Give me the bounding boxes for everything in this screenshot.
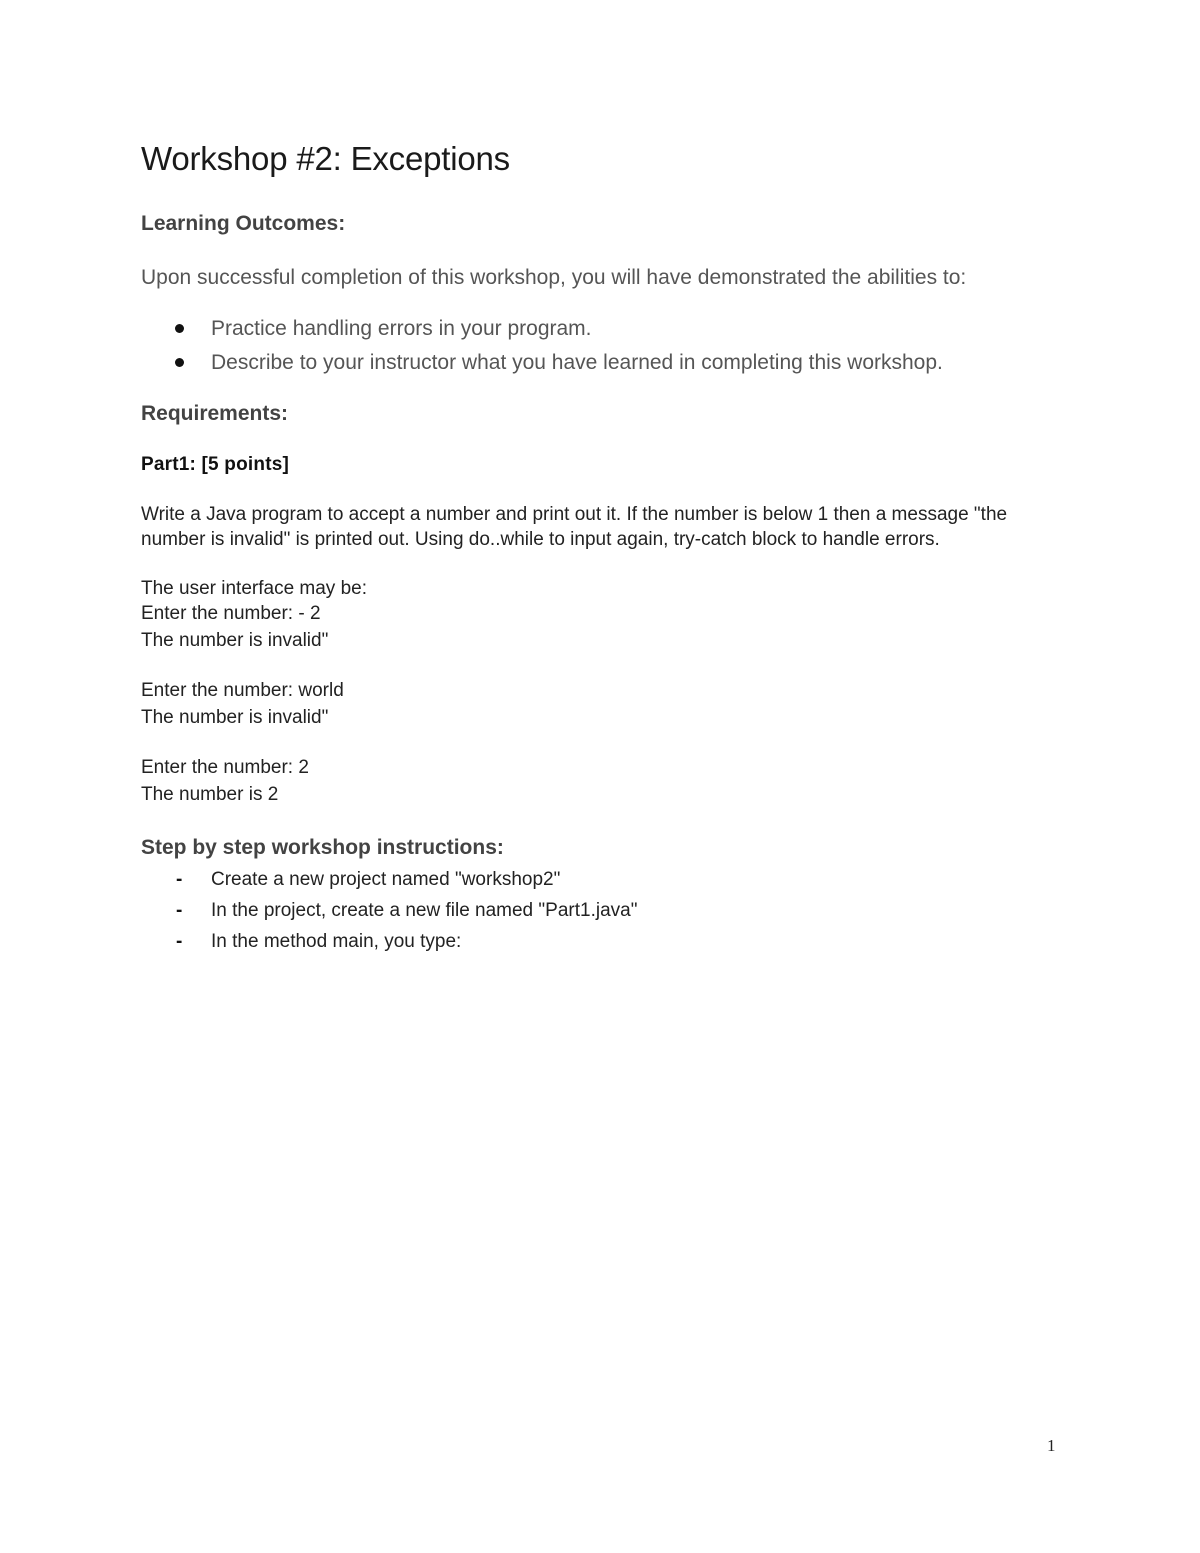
list-item-text: In the project, create a new file named "Part1.java" [211,900,638,921]
dash-marker: - [176,900,183,921]
page-number: 1 [1047,1436,1056,1455]
bullet-icon [175,358,184,367]
ui-intro: The user interface may be: [141,578,367,599]
bullet-icon [175,324,184,333]
learning-outcomes-heading: Learning Outcomes: [141,212,346,235]
list-item-text: Describe to your instructor what you have learned in completing this workshop. [211,351,943,374]
list-item [141,926,1061,957]
ui-example-output: The number is invalid" [141,707,329,728]
list-item-text: In the method main, you type: [211,931,462,952]
list-item [141,895,1061,926]
learning-outcomes-list [141,312,1061,380]
requirements-heading: Requirements: [141,402,289,425]
steps-heading: Step by step workshop instructions: [141,836,504,859]
ui-example-output: The number is invalid" [141,630,329,651]
ui-example-input: Enter the number: - 2 [141,603,321,624]
dash-marker: - [176,931,183,952]
ui-example-input: Enter the number: world [141,680,344,701]
dash-marker: - [176,869,183,890]
ui-example-output: The number is 2 [141,784,279,805]
list-item-text: Practice handling errors in your program. [211,317,592,340]
ui-examples [141,576,1061,810]
part1-description: Write a Java program to accept a number and print out it. If the number is below 1 then a message "the number is invalid" is printed out. Using do..while to input again, try-catch block to handle errors. [141,504,1008,550]
learning-outcomes-intro: Upon successful completion of this workshop, you will have demonstrated the abilities to: [141,266,967,289]
document-content [141,140,1061,957]
steps-list [141,864,1061,957]
ui-example-input: Enter the number: 2 [141,757,309,778]
list-item [141,864,1061,895]
page-title: Workshop #2: Exceptions [141,140,510,177]
list-item [141,346,1061,380]
list-item [141,312,1061,346]
list-item-text: Create a new project named "workshop2" [211,869,561,890]
part1-heading: Part1: [5 points] [141,454,290,475]
